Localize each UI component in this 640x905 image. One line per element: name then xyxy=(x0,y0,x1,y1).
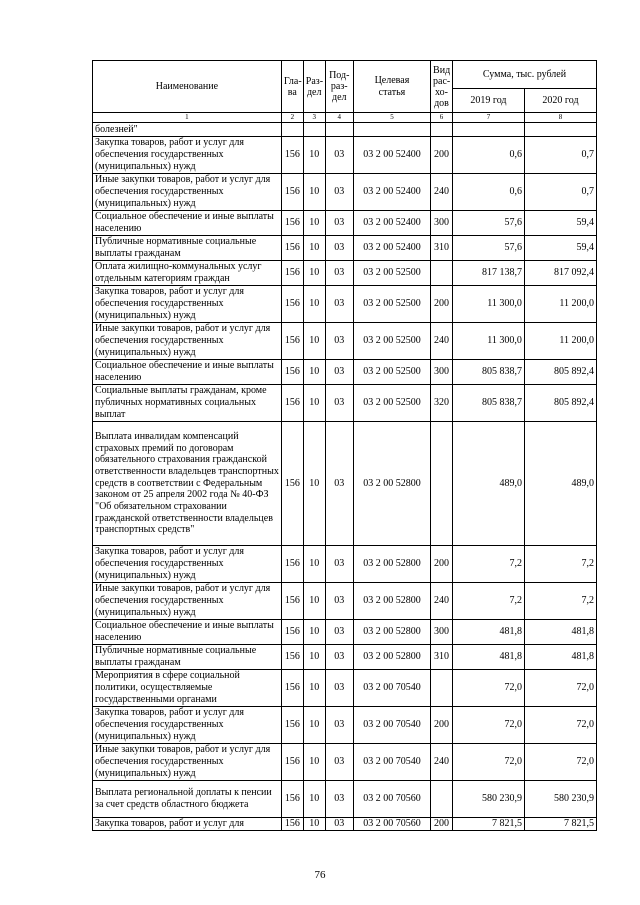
row-name: Иные закупки товаров, работ и услуг для обеспечения государственных (муниципальных) нужд xyxy=(93,744,282,781)
row-sum-2019: 0,6 xyxy=(452,137,524,174)
row-sum-2020: 805 892,4 xyxy=(524,360,596,385)
table-row xyxy=(93,583,597,620)
row-celevaya-statya: 03 2 00 52400 xyxy=(353,211,430,236)
column-number-row xyxy=(93,113,597,123)
row-sum-2019: 805 838,7 xyxy=(452,360,524,385)
row-vid-rashodov xyxy=(431,123,453,137)
header-year-2020: 2020 год xyxy=(524,89,596,113)
row-razdel: 10 xyxy=(303,174,325,211)
row-glava: 156 xyxy=(281,645,303,670)
row-razdel: 10 xyxy=(303,645,325,670)
row-razdel: 10 xyxy=(303,670,325,707)
header-year-2019: 2019 год xyxy=(452,89,524,113)
row-name: Иные закупки товаров, работ и услуг для обеспечения государственных (муниципальных) нужд xyxy=(93,583,282,620)
row-sum-2020: 59,4 xyxy=(524,211,596,236)
header-podrazdel: Под- раз- дел xyxy=(325,61,353,113)
row-vid-rashodov: 300 xyxy=(431,211,453,236)
row-sum-2020: 72,0 xyxy=(524,707,596,744)
row-sum-2020: 817 092,4 xyxy=(524,261,596,286)
row-sum-2019: 805 838,7 xyxy=(452,385,524,422)
row-podrazdel: 03 xyxy=(325,645,353,670)
row-sum-2020: 7 821,5 xyxy=(524,818,596,831)
row-glava: 156 xyxy=(281,744,303,781)
row-celevaya-statya: 03 2 00 52400 xyxy=(353,236,430,261)
header-summa: Сумма, тыс. рублей xyxy=(452,61,596,89)
row-razdel: 10 xyxy=(303,385,325,422)
row-sum-2020: 481,8 xyxy=(524,645,596,670)
row-vid-rashodov: 200 xyxy=(431,818,453,831)
row-glava: 156 xyxy=(281,546,303,583)
row-vid-rashodov: 240 xyxy=(431,174,453,211)
row-name: болезней" xyxy=(93,123,282,137)
row-glava: 156 xyxy=(281,236,303,261)
row-sum-2020 xyxy=(524,123,596,137)
row-sum-2019: 7,2 xyxy=(452,546,524,583)
row-sum-2020: 481,8 xyxy=(524,620,596,645)
row-razdel: 10 xyxy=(303,137,325,174)
row-name: Выплата региональной доплаты к пенсии за счет средств областного бюджета xyxy=(93,781,282,818)
row-celevaya-statya xyxy=(353,123,430,137)
row-vid-rashodov: 300 xyxy=(431,360,453,385)
row-podrazdel: 03 xyxy=(325,707,353,744)
row-glava: 156 xyxy=(281,818,303,831)
row-name: Закупка товаров, работ и услуг для обеспечения государственных (муниципальных) нужд xyxy=(93,137,282,174)
row-name: Выплата инвалидам компенсаций страховых премий по договорам обязательного страхования гражданской ответственности владельцев транспортных средств в соответствии с Федеральным законом от 25 апреля 2002 года № 40-ФЗ "Об обязательном страховании гражданской ответственности владельцев транспортных средств" xyxy=(93,422,282,546)
row-podrazdel xyxy=(325,123,353,137)
row-sum-2019: 481,8 xyxy=(452,620,524,645)
row-sum-2020: 11 200,0 xyxy=(524,323,596,360)
row-celevaya-statya: 03 2 00 70540 xyxy=(353,744,430,781)
row-celevaya-statya: 03 2 00 70560 xyxy=(353,781,430,818)
row-name: Публичные нормативные социальные выплаты гражданам xyxy=(93,236,282,261)
row-razdel: 10 xyxy=(303,707,325,744)
row-glava: 156 xyxy=(281,422,303,546)
column-number: 6 xyxy=(431,113,453,123)
row-glava: 156 xyxy=(281,286,303,323)
row-vid-rashodov xyxy=(431,422,453,546)
row-podrazdel: 03 xyxy=(325,670,353,707)
row-razdel: 10 xyxy=(303,818,325,831)
table-row xyxy=(93,174,597,211)
row-name: Социальное обеспечение и иные выплаты населению xyxy=(93,360,282,385)
row-razdel: 10 xyxy=(303,261,325,286)
table-row xyxy=(93,360,597,385)
row-sum-2019: 580 230,9 xyxy=(452,781,524,818)
row-podrazdel: 03 xyxy=(325,422,353,546)
row-vid-rashodov xyxy=(431,670,453,707)
table-row xyxy=(93,645,597,670)
row-glava: 156 xyxy=(281,211,303,236)
table-row xyxy=(93,385,597,422)
row-glava xyxy=(281,123,303,137)
row-celevaya-statya: 03 2 00 52400 xyxy=(353,174,430,211)
table-row xyxy=(93,236,597,261)
table-row xyxy=(93,546,597,583)
row-razdel: 10 xyxy=(303,286,325,323)
row-vid-rashodov: 320 xyxy=(431,385,453,422)
row-vid-rashodov: 200 xyxy=(431,546,453,583)
row-podrazdel: 03 xyxy=(325,323,353,360)
row-glava: 156 xyxy=(281,385,303,422)
header-glava: Гла- ва xyxy=(281,61,303,113)
row-sum-2019: 57,6 xyxy=(452,211,524,236)
row-podrazdel: 03 xyxy=(325,137,353,174)
row-name: Закупка товаров, работ и услуг для обеспечения государственных (муниципальных) нужд xyxy=(93,546,282,583)
row-glava: 156 xyxy=(281,670,303,707)
row-sum-2020: 7,2 xyxy=(524,583,596,620)
row-podrazdel: 03 xyxy=(325,546,353,583)
row-sum-2019: 7 821,5 xyxy=(452,818,524,831)
row-celevaya-statya: 03 2 00 70560 xyxy=(353,818,430,831)
row-sum-2019: 11 300,0 xyxy=(452,323,524,360)
row-vid-rashodov: 200 xyxy=(431,286,453,323)
table-row xyxy=(93,781,597,818)
row-podrazdel: 03 xyxy=(325,211,353,236)
row-podrazdel: 03 xyxy=(325,620,353,645)
row-vid-rashodov: 240 xyxy=(431,583,453,620)
row-name: Закупка товаров, работ и услуг для обеспечения государственных (муниципальных) нужд xyxy=(93,707,282,744)
row-sum-2019: 817 138,7 xyxy=(452,261,524,286)
row-celevaya-statya: 03 2 00 70540 xyxy=(353,707,430,744)
row-name: Социальное обеспечение и иные выплаты населению xyxy=(93,211,282,236)
row-glava: 156 xyxy=(281,137,303,174)
row-sum-2019: 72,0 xyxy=(452,744,524,781)
row-podrazdel: 03 xyxy=(325,744,353,781)
row-sum-2020: 7,2 xyxy=(524,546,596,583)
row-celevaya-statya: 03 2 00 70540 xyxy=(353,670,430,707)
row-celevaya-statya: 03 2 00 52800 xyxy=(353,620,430,645)
column-number: 1 xyxy=(93,113,282,123)
row-sum-2019: 72,0 xyxy=(452,707,524,744)
row-sum-2020: 805 892,4 xyxy=(524,385,596,422)
row-podrazdel: 03 xyxy=(325,818,353,831)
row-name: Закупка товаров, работ и услуг для обеспечения государственных (муниципальных) нужд xyxy=(93,286,282,323)
row-sum-2019: 7,2 xyxy=(452,583,524,620)
row-razdel: 10 xyxy=(303,323,325,360)
row-name: Публичные нормативные социальные выплаты гражданам xyxy=(93,645,282,670)
table-row xyxy=(93,261,597,286)
row-razdel: 10 xyxy=(303,360,325,385)
row-glava: 156 xyxy=(281,360,303,385)
row-sum-2019: 57,6 xyxy=(452,236,524,261)
row-glava: 156 xyxy=(281,781,303,818)
row-celevaya-statya: 03 2 00 52500 xyxy=(353,261,430,286)
row-razdel xyxy=(303,123,325,137)
row-sum-2019 xyxy=(452,123,524,137)
row-sum-2019: 72,0 xyxy=(452,670,524,707)
row-celevaya-statya: 03 2 00 52500 xyxy=(353,286,430,323)
row-razdel: 10 xyxy=(303,583,325,620)
row-sum-2020: 72,0 xyxy=(524,744,596,781)
row-vid-rashodov xyxy=(431,781,453,818)
row-glava: 156 xyxy=(281,707,303,744)
row-sum-2020: 59,4 xyxy=(524,236,596,261)
row-razdel: 10 xyxy=(303,620,325,645)
row-celevaya-statya: 03 2 00 52500 xyxy=(353,360,430,385)
row-glava: 156 xyxy=(281,261,303,286)
budget-table xyxy=(92,60,597,831)
row-sum-2019: 489,0 xyxy=(452,422,524,546)
row-glava: 156 xyxy=(281,323,303,360)
column-number: 5 xyxy=(353,113,430,123)
row-name: Иные закупки товаров, работ и услуг для обеспечения государственных (муниципальных) нужд xyxy=(93,174,282,211)
table-row xyxy=(93,137,597,174)
row-vid-rashodov: 200 xyxy=(431,707,453,744)
table-row xyxy=(93,286,597,323)
row-vid-rashodov: 310 xyxy=(431,645,453,670)
row-vid-rashodov: 240 xyxy=(431,744,453,781)
column-number: 4 xyxy=(325,113,353,123)
row-podrazdel: 03 xyxy=(325,385,353,422)
row-celevaya-statya: 03 2 00 52800 xyxy=(353,546,430,583)
row-sum-2020: 580 230,9 xyxy=(524,781,596,818)
row-name: Закупка товаров, работ и услуг для xyxy=(93,818,282,831)
row-vid-rashodov: 200 xyxy=(431,137,453,174)
row-podrazdel: 03 xyxy=(325,174,353,211)
row-vid-rashodov xyxy=(431,261,453,286)
row-name: Иные закупки товаров, работ и услуг для обеспечения государственных (муниципальных) нужд xyxy=(93,323,282,360)
table-row xyxy=(93,422,597,546)
row-razdel: 10 xyxy=(303,781,325,818)
row-sum-2020: 0,7 xyxy=(524,174,596,211)
row-celevaya-statya: 03 2 00 52500 xyxy=(353,385,430,422)
row-sum-2020: 11 200,0 xyxy=(524,286,596,323)
page-number: 76 xyxy=(314,869,326,881)
row-glava: 156 xyxy=(281,583,303,620)
row-razdel: 10 xyxy=(303,236,325,261)
row-sum-2019: 481,8 xyxy=(452,645,524,670)
table-row xyxy=(93,323,597,360)
row-razdel: 10 xyxy=(303,211,325,236)
row-vid-rashodov: 310 xyxy=(431,236,453,261)
row-celevaya-statya: 03 2 00 52800 xyxy=(353,645,430,670)
row-podrazdel: 03 xyxy=(325,781,353,818)
header-celevaya-statya: Целевая статья xyxy=(353,61,430,113)
row-glava: 156 xyxy=(281,620,303,645)
row-sum-2020: 0,7 xyxy=(524,137,596,174)
table-row xyxy=(93,707,597,744)
row-razdel: 10 xyxy=(303,422,325,546)
row-name: Социальные выплаты гражданам, кроме публичных нормативных социальных выплат xyxy=(93,385,282,422)
row-sum-2020: 489,0 xyxy=(524,422,596,546)
header-name: Наименование xyxy=(93,61,282,113)
table-row xyxy=(93,123,597,137)
row-razdel: 10 xyxy=(303,744,325,781)
column-number: 8 xyxy=(524,113,596,123)
row-celevaya-statya: 03 2 00 52500 xyxy=(353,323,430,360)
column-number: 3 xyxy=(303,113,325,123)
row-sum-2020: 72,0 xyxy=(524,670,596,707)
header-razdel: Раз- дел xyxy=(303,61,325,113)
table-row xyxy=(93,744,597,781)
row-celevaya-statya: 03 2 00 52800 xyxy=(353,422,430,546)
row-vid-rashodov: 240 xyxy=(431,323,453,360)
row-podrazdel: 03 xyxy=(325,583,353,620)
table-row xyxy=(93,620,597,645)
row-podrazdel: 03 xyxy=(325,236,353,261)
row-podrazdel: 03 xyxy=(325,286,353,323)
row-sum-2019: 11 300,0 xyxy=(452,286,524,323)
column-number: 7 xyxy=(452,113,524,123)
row-name: Социальное обеспечение и иные выплаты населению xyxy=(93,620,282,645)
row-name: Мероприятия в сфере социальной политики, осуществляемые государственными органами xyxy=(93,670,282,707)
table-row xyxy=(93,670,597,707)
row-razdel: 10 xyxy=(303,546,325,583)
row-sum-2019: 0,6 xyxy=(452,174,524,211)
table-row xyxy=(93,818,597,831)
row-vid-rashodov: 300 xyxy=(431,620,453,645)
table-row xyxy=(93,211,597,236)
column-number: 2 xyxy=(281,113,303,123)
header-vid-rashodov: Вид рас- хо- дов xyxy=(431,61,453,113)
row-glava: 156 xyxy=(281,174,303,211)
row-name: Оплата жилищно-коммунальных услуг отдельным категориям граждан xyxy=(93,261,282,286)
row-podrazdel: 03 xyxy=(325,360,353,385)
row-celevaya-statya: 03 2 00 52400 xyxy=(353,137,430,174)
row-podrazdel: 03 xyxy=(325,261,353,286)
row-celevaya-statya: 03 2 00 52800 xyxy=(353,583,430,620)
